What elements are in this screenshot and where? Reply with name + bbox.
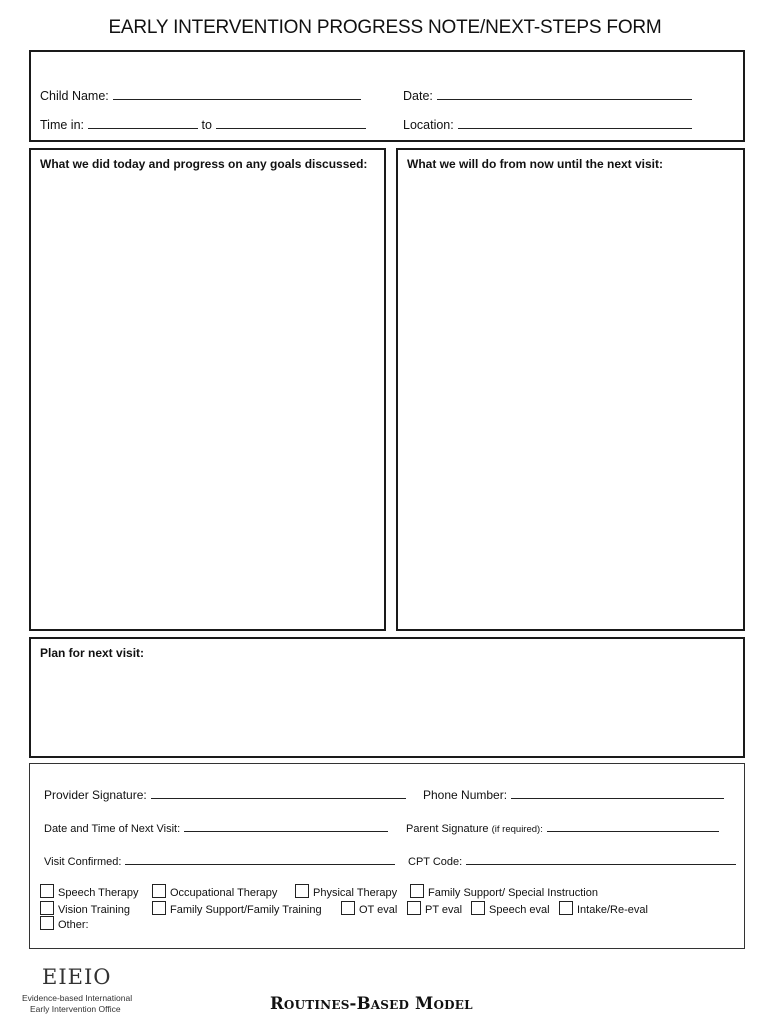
service-other[interactable]: [40, 916, 89, 931]
next-steps-label: What we will do from now until the next visit:: [407, 157, 664, 171]
next-visit-field[interactable]: [44, 820, 388, 835]
today-panel[interactable]: [29, 148, 386, 631]
date-label: Date:: [403, 89, 433, 103]
child-name-label: Child Name:: [40, 89, 109, 103]
service-label: Speech Therapy: [58, 887, 139, 899]
plan-label: Plan for next visit:: [40, 646, 145, 660]
checkbox[interactable]: [40, 884, 54, 898]
eieio-logo: EIEIO: [42, 965, 112, 989]
visit-confirmed-label: Visit Confirmed:: [44, 856, 122, 868]
service-label: Family Support/ Special Instruction: [428, 887, 598, 899]
phone-field[interactable]: [423, 787, 724, 802]
service-label: Intake/Re-eval: [577, 904, 648, 916]
child-name-line[interactable]: [113, 88, 361, 100]
time-out-line[interactable]: [216, 117, 366, 129]
service-occupational-therapy[interactable]: [152, 884, 277, 899]
phone-line[interactable]: [511, 787, 724, 799]
service-speech-therapy[interactable]: [40, 884, 139, 899]
cpt-label: CPT Code:: [408, 856, 463, 868]
next-visit-label: Date and Time of Next Visit:: [44, 823, 181, 835]
phone-label: Phone Number:: [423, 788, 508, 802]
provider-signature-line[interactable]: [151, 787, 406, 799]
location-line[interactable]: [458, 117, 692, 129]
checkbox[interactable]: [152, 901, 166, 915]
checkbox[interactable]: [40, 901, 54, 915]
checkbox[interactable]: [40, 916, 54, 930]
service-physical-therapy[interactable]: [295, 884, 397, 899]
provider-signature-field[interactable]: [44, 787, 406, 802]
logo-line-1: Evidence-based International: [22, 993, 133, 1003]
checkbox[interactable]: [152, 884, 166, 898]
to-label: to: [201, 118, 212, 132]
parent-signature-note: (if required):: [491, 824, 543, 835]
cpt-field[interactable]: [408, 853, 736, 868]
time-in-field[interactable]: [40, 117, 366, 132]
logo-line-2: Early Intervention Office: [30, 1004, 121, 1014]
service-label: Occupational Therapy: [170, 887, 278, 899]
service-intake-reeval[interactable]: [559, 901, 648, 916]
date-field[interactable]: [403, 88, 692, 103]
service-label: Other:: [58, 919, 89, 931]
next-steps-panel[interactable]: [396, 148, 745, 631]
date-line[interactable]: [437, 88, 692, 100]
checkbox[interactable]: [407, 901, 421, 915]
service-family-support-special[interactable]: [410, 884, 598, 899]
service-label: Family Support/Family Training: [170, 904, 322, 916]
today-label: What we did today and progress on any goals discussed:: [40, 157, 368, 171]
service-vision-training[interactable]: [40, 901, 130, 916]
service-speech-eval[interactable]: [471, 901, 550, 916]
time-in-label: Time in:: [40, 118, 84, 132]
provider-signature-label: Provider Signature:: [44, 788, 147, 802]
checkbox[interactable]: [471, 901, 485, 915]
service-label: Vision Training: [58, 904, 130, 916]
parent-signature-label: Parent Signature: [406, 823, 489, 835]
service-ot-eval[interactable]: [341, 901, 397, 916]
service-label: OT eval: [359, 904, 398, 916]
time-in-line[interactable]: [88, 117, 198, 129]
form-title: EARLY INTERVENTION PROGRESS NOTE/NEXT-STEPS FORM: [108, 17, 662, 38]
cpt-line[interactable]: [466, 853, 736, 865]
service-label: PT eval: [425, 904, 463, 916]
location-field[interactable]: [403, 117, 692, 132]
visit-confirmed-line[interactable]: [125, 853, 395, 865]
checkbox[interactable]: [559, 901, 573, 915]
service-label: Physical Therapy: [313, 887, 398, 899]
parent-signature-field[interactable]: [406, 820, 719, 835]
service-family-training[interactable]: [152, 901, 322, 916]
checkbox[interactable]: [295, 884, 309, 898]
checkbox[interactable]: [341, 901, 355, 915]
child-name-field[interactable]: [40, 88, 361, 103]
location-label: Location:: [403, 118, 454, 132]
footer-model: Routines-Based Model: [270, 994, 473, 1013]
next-visit-line[interactable]: [184, 820, 388, 832]
service-pt-eval[interactable]: [407, 901, 462, 916]
parent-signature-line[interactable]: [547, 820, 719, 832]
visit-confirmed-field[interactable]: [44, 853, 395, 868]
checkbox[interactable]: [410, 884, 424, 898]
service-label: Speech eval: [489, 904, 550, 916]
